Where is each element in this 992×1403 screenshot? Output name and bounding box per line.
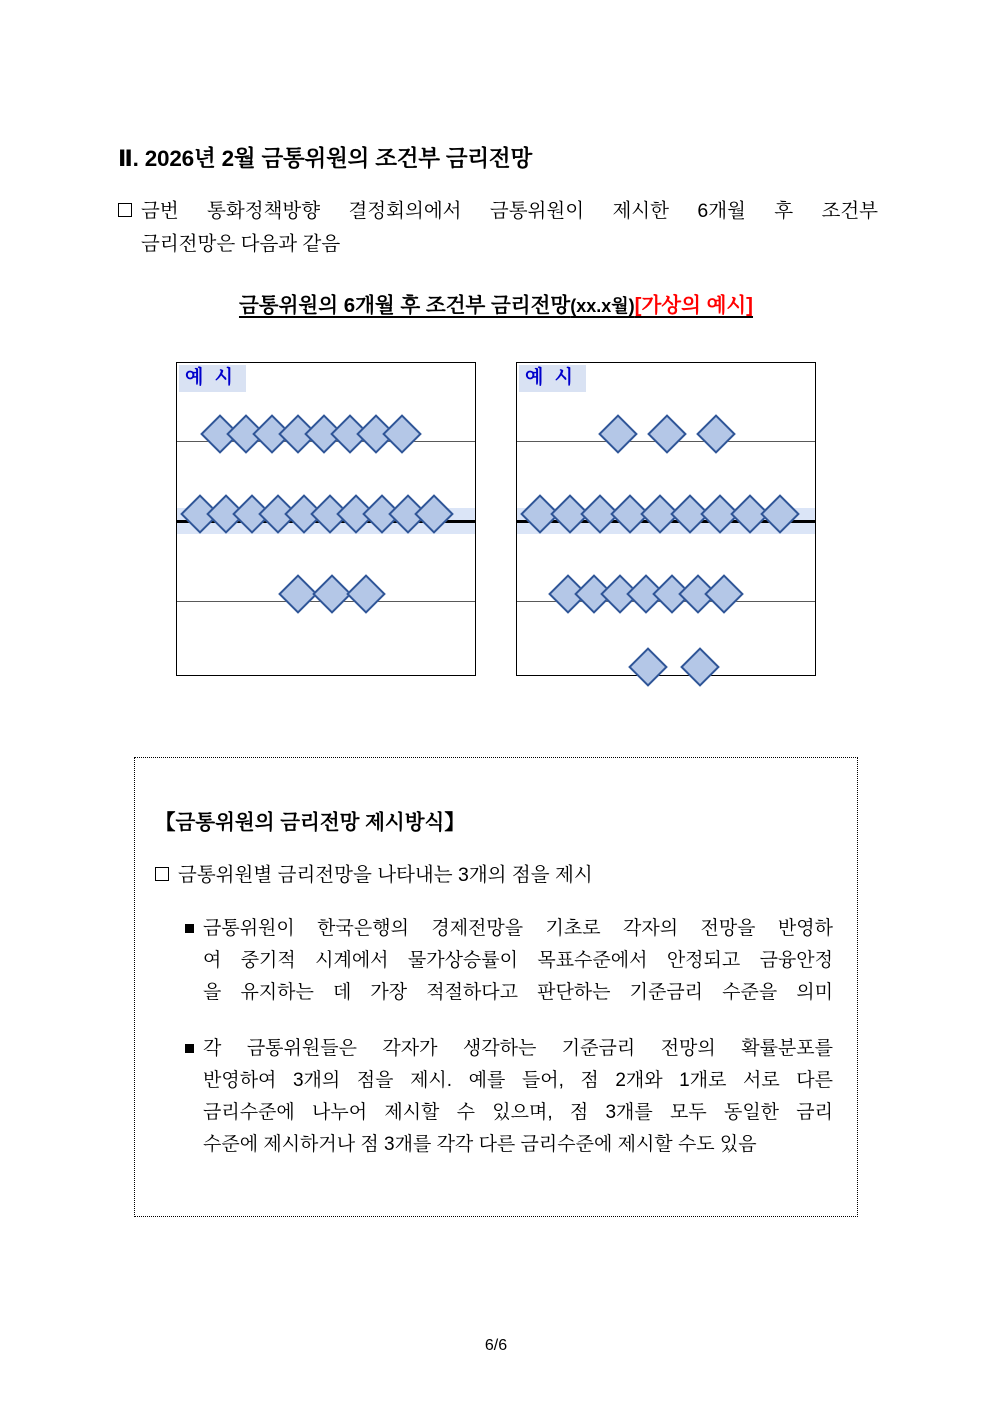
figure-title (0, 288, 992, 318)
bullet-1-line-1: 금통위원이 한국은행의 경제전망을 기초로 각자의 전망을 반영하 (203, 918, 833, 939)
forecast-dot (278, 574, 318, 614)
square-bullet-icon (155, 867, 169, 881)
forecast-dot (278, 414, 318, 454)
policy-rate-line-left (177, 520, 475, 523)
policy-rate-line-right (517, 520, 815, 523)
forecast-dot (652, 574, 692, 614)
forecast-dot (548, 574, 588, 614)
forecast-dot (626, 574, 666, 614)
info-box-title: 【금통위원의 금리전망 제시방식】 (155, 811, 465, 834)
figure-title-main: 금통위원의 6개월 후 조건부 금리전망 (238, 294, 571, 317)
page-number: 6/6 (484, 1337, 508, 1354)
forecast-dot (600, 574, 640, 614)
lead-line-1: 금번 통화정책방향 결정회의에서 금통위원이 제시한 6개월 후 조건부 (141, 200, 878, 222)
forecast-dot (346, 574, 386, 614)
lead-paragraph (118, 195, 878, 261)
forecast-dot (200, 414, 240, 454)
chart-right-panel (516, 362, 816, 676)
forecast-dot (680, 647, 720, 687)
gridline-upper-left (177, 441, 475, 442)
gridline-lower-left (177, 601, 475, 602)
filled-square-bullet-icon (185, 924, 194, 933)
page-title: Ⅱ. 2026년 2월 금통위원의 조건부 금리전망 (118, 146, 532, 172)
forecast-dot (678, 574, 718, 614)
lead-line-2: 금리전망은 다음과 같음 (141, 233, 341, 255)
filled-square-bullet-icon (185, 1044, 194, 1053)
list-item (185, 1033, 833, 1161)
forecast-dot (382, 414, 422, 454)
gridline-upper-right (517, 441, 815, 442)
lead-paragraph-text (141, 195, 878, 261)
gridline-lower-right (517, 601, 815, 602)
figure-title-annotation: [가상의 예시] (634, 294, 754, 317)
bullet-2-text (203, 1033, 833, 1161)
example-tag-left: 예 시 (179, 365, 246, 392)
info-box-lead-text: 금통위원별 금리전망을 나타내는 3개의 점을 제시 (178, 864, 593, 886)
forecast-dot (226, 414, 266, 454)
forecast-dot (647, 414, 687, 454)
forecast-dot (598, 414, 638, 454)
charts-area (176, 362, 816, 676)
list-item (185, 913, 833, 1009)
info-box (134, 757, 858, 1217)
info-box-lead (155, 859, 835, 891)
figure-title-paren: (xx.x월) (570, 296, 635, 316)
square-bullet-icon (118, 203, 132, 217)
bullet-2-line-4: 수준에 제시하거나 점 3개를 각각 다른 금리수준에 제시할 수도 있음 (203, 1134, 757, 1155)
forecast-dot (628, 647, 668, 687)
forecast-dot (696, 414, 736, 454)
chart-left-panel (176, 362, 476, 676)
forecast-dot (330, 414, 370, 454)
forecast-dot (574, 574, 614, 614)
forecast-dot (304, 414, 344, 454)
example-tag-right: 예 시 (519, 365, 586, 392)
lead-paragraph-row (118, 195, 878, 261)
bullet-1-text (203, 913, 833, 1009)
bullet-2-line-3: 금리수준에 나누어 제시할 수 있으며, 점 3개를 모두 동일한 금리 (203, 1102, 833, 1123)
bullet-1-line-2: 여 중기적 시계에서 물가상승률이 목표수준에서 안정되고 금융안정 (203, 950, 833, 971)
bullet-2-line-2: 반영하여 3개의 점을 제시. 예를 들어, 점 2개와 1개로 서로 다른 (203, 1070, 833, 1091)
forecast-dot (312, 574, 352, 614)
forecast-dot (356, 414, 396, 454)
forecast-dot (252, 414, 292, 454)
forecast-dot (704, 574, 744, 614)
bullet-1-line-3: 을 유지하는 데 가장 적절하다고 판단하는 기준금리 수준을 의미 (203, 982, 833, 1003)
bullet-2-line-1: 각 금통위원들은 각자가 생각하는 기준금리 전망의 확률분포를 (203, 1038, 833, 1059)
